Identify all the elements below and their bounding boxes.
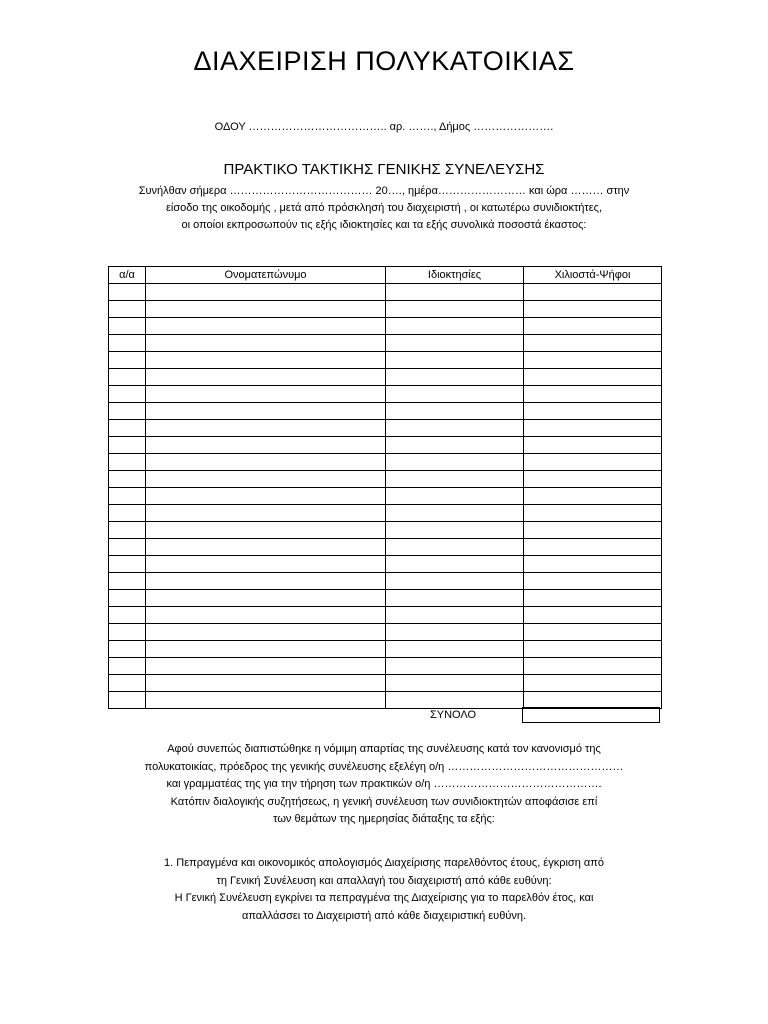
table-cell [524, 301, 662, 318]
table-cell [146, 369, 386, 386]
table-cell [146, 420, 386, 437]
paragraph-line: απαλλάσσει το Διαχειριστή από κάθε διαχειριστική ευθύνη. [241, 909, 527, 922]
table-cell [109, 505, 146, 522]
intro-line: οι οποίοι εκπροσωπούν τις εξής ιδιοκτησίες και τα εξής συνολικά ποσοστά έκαστος: [181, 219, 587, 231]
table-cell [386, 607, 524, 624]
table-cell [109, 488, 146, 505]
table-cell [524, 539, 662, 556]
table-cell [524, 488, 662, 505]
table-row [109, 403, 662, 420]
table-cell [524, 607, 662, 624]
minutes-subtitle: ΠΡΑΚΤΙΚΟ ΤΑΚΤΙΚΗΣ ΓΕΝΙΚΗΣ ΣΥΝΕΛΕΥΣΗΣ [223, 161, 545, 178]
table-cell [524, 658, 662, 675]
table-cell [146, 692, 386, 709]
table-cell [386, 420, 524, 437]
table-cell [524, 369, 662, 386]
table-cell [386, 624, 524, 641]
table-cell [109, 420, 146, 437]
table-row [109, 658, 662, 675]
address-line: ΟΔΟΥ ……………………………….. αρ. ……., Δήμος …………………. [214, 121, 554, 133]
table-cell [386, 437, 524, 454]
table-cell [386, 488, 524, 505]
table-cell [146, 284, 386, 301]
intro-line: Συνήλθαν σήμερα ………………………………… 20…., ημέρα…………………… και ώρα ……… στην [138, 185, 630, 197]
table-cell [524, 437, 662, 454]
table-cell [146, 437, 386, 454]
intro-line: είσοδο της οικοδομής , μετά από πρόσκλησή του διαχειριστή , οι κατωτέρω συνιδιοκτήτες, [165, 202, 603, 214]
table-cell [386, 284, 524, 301]
table-cell [146, 624, 386, 641]
paragraph-line: τη Γενική Συνέλευση και απαλλαγή του διαχειριστή από κάθε ευθύνη: [216, 874, 552, 887]
table-cell [146, 386, 386, 403]
table-row [109, 318, 662, 335]
table-row [109, 454, 662, 471]
table-cell [524, 505, 662, 522]
table-cell [386, 658, 524, 675]
table-cell [524, 522, 662, 539]
table-cell [109, 607, 146, 624]
table-cell [109, 284, 146, 301]
table-cell [109, 539, 146, 556]
table-row [109, 301, 662, 318]
table-cell [524, 284, 662, 301]
table-row [109, 675, 662, 692]
table-cell [524, 352, 662, 369]
paragraph-line: Κατόπιν διαλογικής συζητήσεως, η γενική συνέλευση των συνιδιοκτητών αποφάσισε επί [170, 795, 598, 808]
table-row [109, 624, 662, 641]
table-cell [386, 522, 524, 539]
table-cell [386, 539, 524, 556]
table-cell [386, 590, 524, 607]
total-label: ΣΥΝΟΛΟ [429, 709, 477, 721]
table-row [109, 420, 662, 437]
owners-table [108, 266, 662, 709]
table-cell [386, 556, 524, 573]
table-cell [524, 403, 662, 420]
table-cell [146, 352, 386, 369]
election-paragraph [80, 741, 688, 829]
table-cell [386, 471, 524, 488]
table-cell [386, 454, 524, 471]
table-cell [146, 522, 386, 539]
table-cell [109, 437, 146, 454]
table-cell [386, 301, 524, 318]
table-row [109, 573, 662, 590]
table-row [109, 335, 662, 352]
table-cell [109, 641, 146, 658]
table-row [109, 488, 662, 505]
table-cell [524, 692, 662, 709]
paragraph-line: 1. Πεπραγμένα και οικονομικός απολογισμός Διαχείρισης παρελθόντος έτους, έγκριση από [164, 857, 604, 869]
table-row [109, 692, 662, 709]
table-row [109, 437, 662, 454]
table-cell [386, 641, 524, 658]
intro-paragraph [100, 183, 668, 234]
total-value-box [522, 707, 660, 723]
column-header-properties: Ιδιοκτησίες [386, 267, 524, 284]
table-cell [146, 403, 386, 420]
table-cell [386, 318, 524, 335]
table-cell [109, 454, 146, 471]
table-cell [524, 590, 662, 607]
table-cell [146, 675, 386, 692]
table-cell [146, 607, 386, 624]
table-cell [146, 301, 386, 318]
table-row [109, 522, 662, 539]
table-cell [109, 318, 146, 335]
table-cell [386, 352, 524, 369]
table-cell [109, 675, 146, 692]
table-cell [386, 692, 524, 709]
table-cell [524, 420, 662, 437]
table-cell [146, 658, 386, 675]
table-row [109, 607, 662, 624]
table-cell [146, 505, 386, 522]
table-cell [386, 386, 524, 403]
table-cell [386, 403, 524, 420]
table-cell [146, 573, 386, 590]
table-cell [386, 369, 524, 386]
table-cell [524, 624, 662, 641]
total-row [108, 707, 661, 725]
table-row [109, 369, 662, 386]
table-cell [386, 335, 524, 352]
table-cell [109, 556, 146, 573]
table-cell [109, 692, 146, 709]
table-row [109, 284, 662, 301]
table-cell [386, 505, 524, 522]
table-cell [109, 352, 146, 369]
table-cell [524, 335, 662, 352]
table-cell [386, 675, 524, 692]
table-cell [146, 454, 386, 471]
table-cell [146, 590, 386, 607]
table-cell [146, 641, 386, 658]
table-cell [109, 590, 146, 607]
table-row [109, 352, 662, 369]
table-cell [524, 318, 662, 335]
paragraph-line: και γραμματέας της για την τήρηση των πρακτικών ο/η ………………………………………. [166, 778, 602, 790]
table-cell [109, 658, 146, 675]
document-title: ΔΙΑΧΕΙΡΙΣΗ ΠΟΛΥΚΑΤΟΙΚΙΑΣ [193, 46, 575, 76]
table-cell [109, 403, 146, 420]
table-cell [524, 471, 662, 488]
table-cell [524, 454, 662, 471]
column-header-votes: Χιλιοστά-Ψήφοι [524, 267, 662, 284]
table-cell [524, 556, 662, 573]
table-header-row [109, 267, 662, 284]
table-row [109, 590, 662, 607]
table-cell [386, 573, 524, 590]
table-row [109, 386, 662, 403]
table-cell [146, 539, 386, 556]
table-cell [109, 471, 146, 488]
table-cell [109, 573, 146, 590]
table-cell [146, 335, 386, 352]
table-row [109, 539, 662, 556]
table-cell [109, 369, 146, 386]
table-cell [109, 301, 146, 318]
paragraph-line: Αφού συνεπώς διαπιστώθηκε η νόμιμη απαρτίας της συνέλευσης κατά τον κανονισμό της [167, 743, 601, 755]
table-cell [524, 573, 662, 590]
paragraph-line: Η Γενική Συνέλευση εγκρίνει τα πεπραγμένα της Διαχείρισης για το παρελθόν έτος, και [174, 892, 594, 904]
table-cell [109, 522, 146, 539]
table-cell [109, 335, 146, 352]
column-header-fullname: Ονοματεπώνυμο [146, 267, 386, 284]
table-cell [146, 471, 386, 488]
table-cell [146, 488, 386, 505]
table-cell [524, 386, 662, 403]
table-cell [146, 318, 386, 335]
owners-table-body [109, 284, 662, 709]
agenda-item-paragraph [80, 855, 688, 925]
table-row [109, 471, 662, 488]
column-header-number: α/α [109, 267, 146, 284]
table-row [109, 556, 662, 573]
table-cell [524, 641, 662, 658]
table-cell [146, 556, 386, 573]
paragraph-line: των θεμάτων της ημερησίας διάταξης τα εξής: [273, 813, 495, 825]
table-cell [109, 624, 146, 641]
table-row [109, 641, 662, 658]
table-row [109, 505, 662, 522]
table-cell [524, 675, 662, 692]
table-cell [109, 386, 146, 403]
paragraph-line: πολυκατοικίας, πρόεδρος της γενικής συνέλευσης εξελέγη ο/η ………………………………………… [144, 760, 624, 773]
